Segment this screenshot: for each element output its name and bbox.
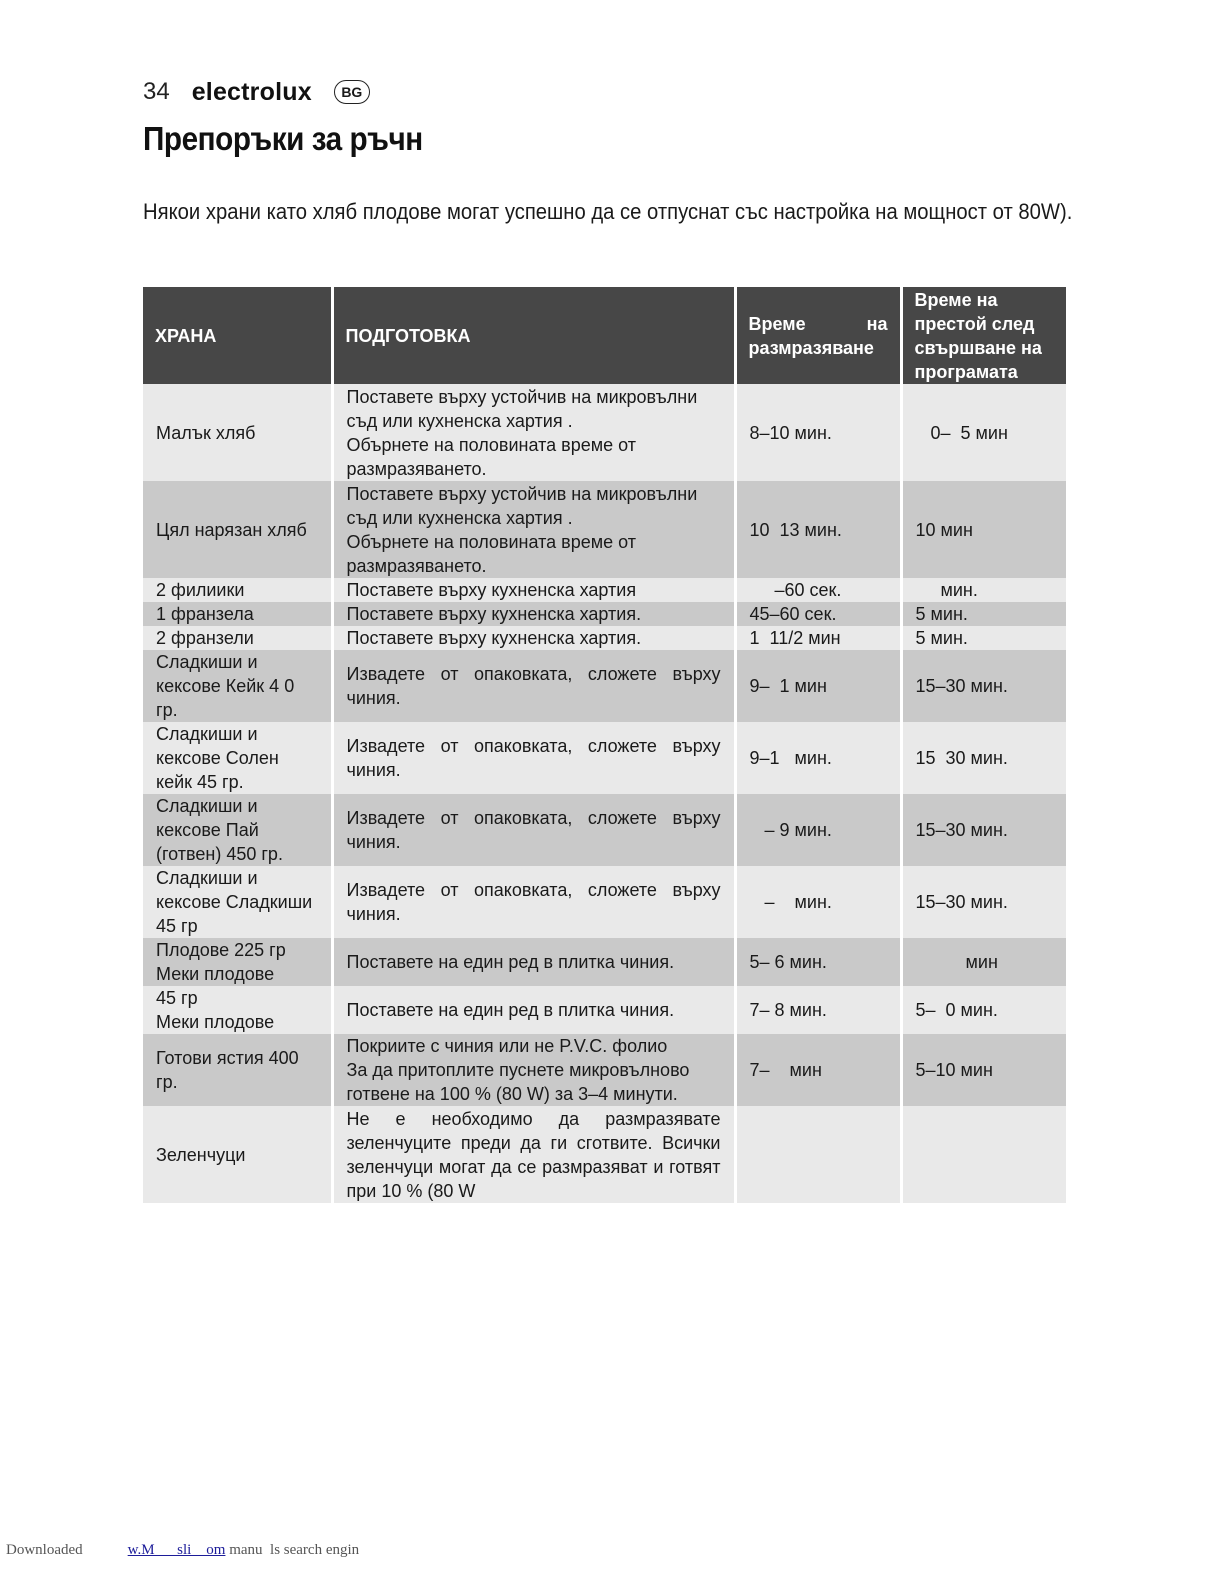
cell-standing	[901, 1106, 1066, 1203]
cell-standing: 15–30 мин.	[901, 866, 1066, 938]
cell-food: Малък хляб	[143, 384, 332, 481]
cell-prep: Извадете от опаковката, сложете върху чиния.	[332, 650, 735, 722]
cell-prep: Поставете на един ред в плитка чиния.	[332, 986, 735, 1034]
table-header-row	[143, 287, 1066, 384]
cell-food: 1 франзела	[143, 602, 332, 626]
cell-defrost: 9–1 мин.	[735, 722, 901, 794]
cell-defrost: 10 13 мин.	[735, 481, 901, 578]
table-row	[143, 481, 1066, 578]
cell-food: Цял нарязан хляб	[143, 481, 332, 578]
table-row	[143, 578, 1066, 602]
cell-food: 2 филиики	[143, 578, 332, 602]
cell-standing: 10 мин	[901, 481, 1066, 578]
page-number: 34	[143, 78, 170, 105]
footer-download-note	[6, 1542, 359, 1559]
cell-defrost: 45–60 сек.	[735, 602, 901, 626]
cell-prep: Поставете върху устойчив на микровълни съд или кухненска хартия . Обърнете на половината време от размразяването.	[332, 384, 735, 481]
cell-defrost: 5– 6 мин.	[735, 938, 901, 986]
cell-standing: мин.	[901, 578, 1066, 602]
header-prep: ПОДГОТОВКА	[332, 287, 735, 384]
cell-standing: 5– 0 мин.	[901, 986, 1066, 1034]
table-row	[143, 866, 1066, 938]
cell-defrost: – мин.	[735, 866, 901, 938]
table-body	[143, 384, 1066, 1203]
table-row	[143, 794, 1066, 866]
cell-food: Сладкиши и кексове Сладкиши 45 гр	[143, 866, 332, 938]
cell-standing: 0– 5 мин	[901, 384, 1066, 481]
cell-defrost: 9– 1 мин	[735, 650, 901, 722]
cell-prep: Поставете върху кухненска хартия	[332, 578, 735, 602]
cell-food: Сладкиши и кексове Пай (готвен) 450 гр.	[143, 794, 332, 866]
cell-standing: 5 мин.	[901, 602, 1066, 626]
cell-prep: Поставете на един ред в плитка чиния.	[332, 938, 735, 986]
cell-standing: 5–10 мин	[901, 1034, 1066, 1106]
table-row	[143, 938, 1066, 986]
cell-food: 2 франзели	[143, 626, 332, 650]
table-row	[143, 384, 1066, 481]
table-row	[143, 1106, 1066, 1203]
cell-prep: Извадете от опаковката, сложете върху чиния.	[332, 722, 735, 794]
cell-standing: мин	[901, 938, 1066, 986]
footer-link[interactable]: w.M sli om	[127, 1542, 226, 1558]
cell-food: Сладкиши и кексове Солен кейк 45 гр.	[143, 722, 332, 794]
cell-defrost: – 9 мин.	[735, 794, 901, 866]
cell-standing: 15–30 мин.	[901, 794, 1066, 866]
table-row	[143, 602, 1066, 626]
cell-prep: Покриите с чиния или не P.V.C. фолио За да притоплите пуснете микровълново готвене на 100 % (80 W) за 3–4 минути.	[332, 1034, 735, 1106]
header-defrost-time: Време на размразяване	[735, 287, 901, 384]
cell-prep: Поставете върху кухненска хартия.	[332, 626, 735, 650]
cell-prep: Извадете от опаковката, сложете върху чиния.	[332, 794, 735, 866]
brand-logo: electrolux	[191, 77, 312, 106]
cell-defrost: 1 11/2 мин	[735, 626, 901, 650]
cell-prep: Поставете върху кухненска хартия.	[332, 602, 735, 626]
cell-food: 45 гр Меки плодове	[143, 986, 332, 1034]
header-standing-time: Време на престой след свършване на програмата	[901, 287, 1066, 384]
cell-prep: Поставете върху устойчив на микровълни съд или кухненска хартия . Обърнете на половината време от размразяването.	[332, 481, 735, 578]
cell-food: Готови ястия 400 гр.	[143, 1034, 332, 1106]
language-badge: BG	[334, 80, 370, 104]
footer-prefix: Downloaded	[6, 1542, 83, 1558]
intro-paragraph: Някои храни като хляб плодове могат успешно да се отпуснат със настройка на мощност от 80W).	[143, 199, 1073, 224]
cell-standing: 15–30 мин.	[901, 650, 1066, 722]
table-row	[143, 986, 1066, 1034]
page-header	[143, 74, 370, 110]
cell-defrost: 7– мин	[735, 1034, 901, 1106]
cell-food: Плодове 225 гр Меки плодове	[143, 938, 332, 986]
cell-food: Зеленчуци	[143, 1106, 332, 1203]
cell-defrost: 8–10 мин.	[735, 384, 901, 481]
cell-standing: 5 мин.	[901, 626, 1066, 650]
table-row	[143, 1034, 1066, 1106]
table-row	[143, 650, 1066, 722]
cell-prep: Не е необходимо да размразявате зеленчуците преди да ги сготвите. Всички зеленчуци могат да се размразяват и готвят при 10 % (80 W	[332, 1106, 735, 1203]
cell-defrost: –60 сек.	[735, 578, 901, 602]
table-row	[143, 626, 1066, 650]
footer-suffix: manu ls search engin	[225, 1542, 360, 1558]
header-food: ХРАНА	[143, 287, 332, 384]
page-title: Препоръки за ръчн	[143, 120, 423, 157]
cell-prep: Извадете от опаковката, сложете върху чиния.	[332, 866, 735, 938]
cell-standing: 15 30 мин.	[901, 722, 1066, 794]
table-row	[143, 722, 1066, 794]
defrost-table	[143, 287, 1066, 1203]
cell-defrost: 7– 8 мин.	[735, 986, 901, 1034]
cell-food: Сладкиши и кексове Кейк 4 0 гр.	[143, 650, 332, 722]
cell-defrost	[735, 1106, 901, 1203]
